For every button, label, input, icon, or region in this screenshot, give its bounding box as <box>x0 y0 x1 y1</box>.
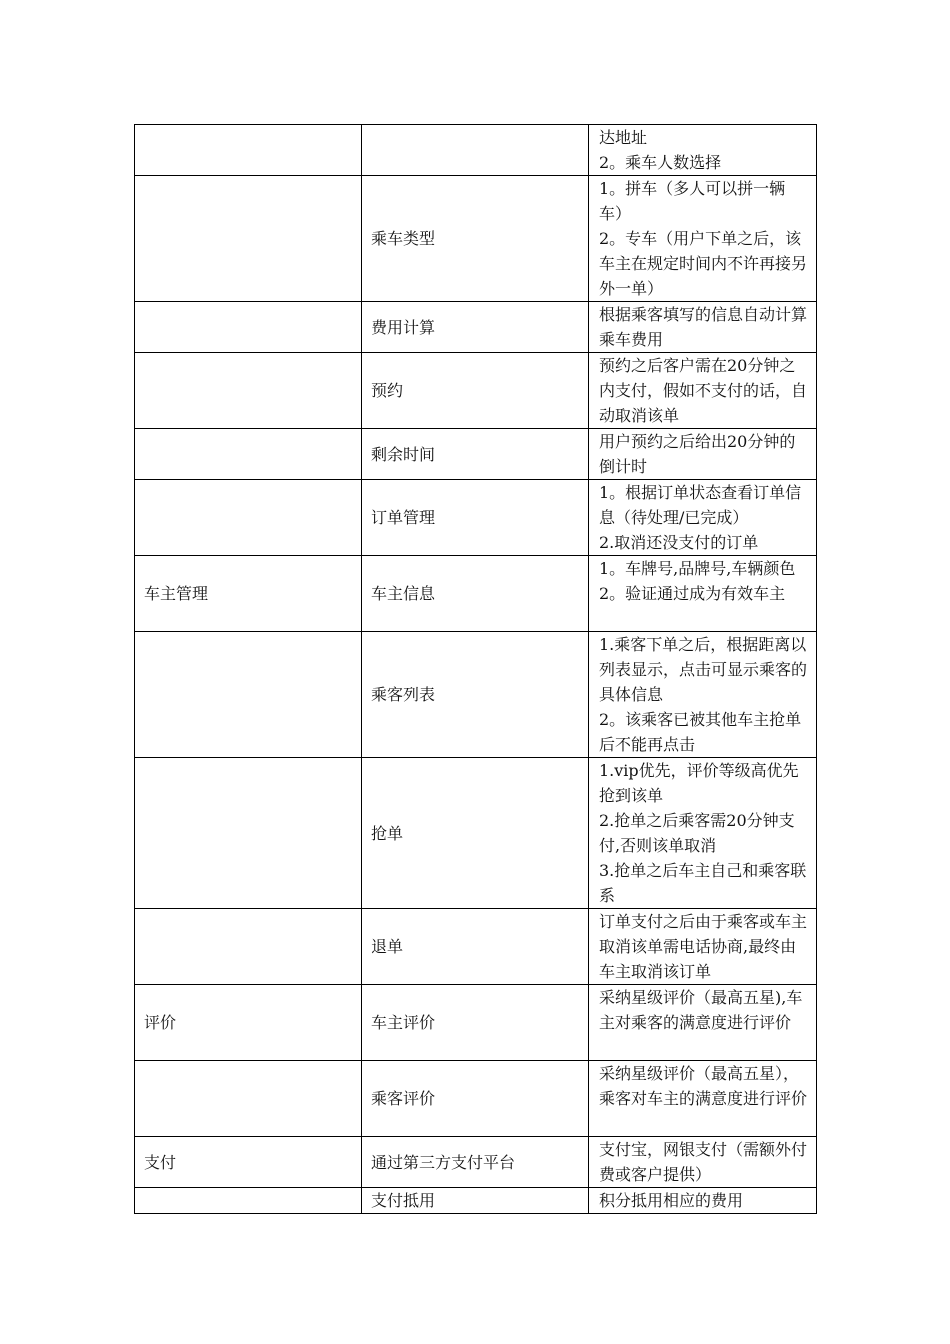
feature-label: 乘客列表 <box>371 685 436 704</box>
description-cell <box>589 125 817 176</box>
table-row <box>135 176 817 302</box>
module-cell <box>135 302 362 353</box>
feature-cell <box>362 302 589 353</box>
table-row <box>135 758 817 909</box>
description-line: 达地址 <box>599 128 648 147</box>
feature-cell <box>362 1061 589 1137</box>
description-cell <box>589 1188 817 1214</box>
description-line: 采纳星级评价（最高五星），乘客对车主的满意度进行评价 <box>599 1064 808 1108</box>
module-cell <box>135 1061 362 1137</box>
description-line: 订单支付之后由于乘客或车主取消该单需电话协商,最终由车主取消该订单 <box>599 912 808 981</box>
module-cell <box>135 125 362 176</box>
feature-cell <box>362 758 589 909</box>
description-line: 2。乘车人数选择 <box>599 153 722 172</box>
table-row <box>135 632 817 758</box>
table-row <box>135 1137 817 1188</box>
description-line: 2。该乘客已被其他车主抢单后不能再点击 <box>599 710 802 754</box>
table-row <box>135 302 817 353</box>
description-line: 支付宝，网银支付（需额外付费或客户提供） <box>599 1140 808 1184</box>
module-cell <box>135 176 362 302</box>
module-cell <box>135 758 362 909</box>
table-row <box>135 429 817 480</box>
table-row <box>135 125 817 176</box>
description-line: 1.vip优先，评价等级高优先抢到该单 <box>599 761 799 805</box>
module-cell <box>135 480 362 556</box>
module-label: 车主管理 <box>144 584 209 603</box>
feature-label: 通过第三方支付平台 <box>371 1152 516 1172</box>
feature-spec-table <box>134 124 817 1214</box>
table-row <box>135 909 817 985</box>
feature-label: 车主评价 <box>371 1013 436 1032</box>
feature-label: 订单管理 <box>371 508 436 527</box>
module-label: 评价 <box>144 1013 177 1032</box>
description-line: 用户预约之后给出20分钟的倒计时 <box>599 432 796 476</box>
feature-spec-table-body <box>135 125 817 1214</box>
description-cell <box>589 758 817 909</box>
table-row <box>135 480 817 556</box>
description-line: 2.抢单之后乘客需20分钟支付,否则该单取消 <box>599 811 795 855</box>
feature-cell <box>362 176 589 302</box>
description-line: 2。验证通过成为有效车主 <box>599 584 786 603</box>
description-line: 预约之后客户需在20分钟之内支付，假如不支付的话，自动取消该单 <box>599 356 808 425</box>
feature-label: 抢单 <box>371 823 404 843</box>
table-row <box>135 985 817 1061</box>
table-row <box>135 1061 817 1137</box>
description-cell <box>589 1061 817 1137</box>
feature-cell <box>362 1188 589 1214</box>
description-cell <box>589 985 817 1061</box>
description-cell <box>589 302 817 353</box>
table-row <box>135 353 817 429</box>
feature-label: 预约 <box>371 381 404 400</box>
description-line: 1.乘客下单之后，根据距离以列表显示，点击可显示乘客的具体信息 <box>599 635 808 704</box>
table-row <box>135 1188 817 1214</box>
module-cell <box>135 909 362 985</box>
description-cell <box>589 632 817 758</box>
description-line: 2.取消还没支付的订单 <box>599 533 759 552</box>
description-cell <box>589 353 817 429</box>
description-line: 2。专车（用户下单之后，该车主在规定时间内不许再接另外一单） <box>599 229 808 298</box>
description-cell <box>589 480 817 556</box>
module-cell <box>135 1188 362 1214</box>
feature-label: 乘车类型 <box>371 229 436 248</box>
feature-label: 剩余时间 <box>371 444 436 464</box>
feature-cell <box>362 1137 589 1188</box>
feature-label: 乘客评价 <box>371 1089 436 1108</box>
module-cell <box>135 1137 362 1188</box>
description-line: 1。根据订单状态查看订单信息（待处理/已完成） <box>599 483 802 527</box>
description-cell <box>589 429 817 480</box>
module-cell <box>135 985 362 1061</box>
feature-cell <box>362 985 589 1061</box>
description-line: 积分抵用相应的费用 <box>599 1191 744 1210</box>
description-line: 1。车牌号,品牌号,车辆颜色 <box>599 559 796 578</box>
description-line: 采纳星级评价（最高五星),车主对乘客的满意度进行评价 <box>599 988 803 1032</box>
description-line: 1。拼车（多人可以拼一辆车） <box>599 179 786 223</box>
description-cell <box>589 1137 817 1188</box>
feature-label: 支付抵用 <box>371 1191 436 1210</box>
feature-label: 费用计算 <box>371 317 436 337</box>
description-line: 3.抢单之后车主自己和乘客联系 <box>599 861 807 905</box>
table-row <box>135 556 817 632</box>
description-cell <box>589 176 817 302</box>
description-line: 根据乘客填写的信息自动计算乘车费用 <box>599 305 808 349</box>
feature-cell <box>362 480 589 556</box>
module-label: 支付 <box>144 1152 177 1172</box>
feature-label: 退单 <box>371 937 404 956</box>
feature-label: 车主信息 <box>371 584 436 603</box>
feature-cell <box>362 353 589 429</box>
feature-cell <box>362 909 589 985</box>
description-cell <box>589 556 817 632</box>
feature-cell <box>362 632 589 758</box>
module-cell <box>135 429 362 480</box>
description-cell <box>589 909 817 985</box>
feature-cell <box>362 556 589 632</box>
module-cell <box>135 353 362 429</box>
module-cell <box>135 632 362 758</box>
feature-cell <box>362 125 589 176</box>
feature-cell <box>362 429 589 480</box>
module-cell <box>135 556 362 632</box>
